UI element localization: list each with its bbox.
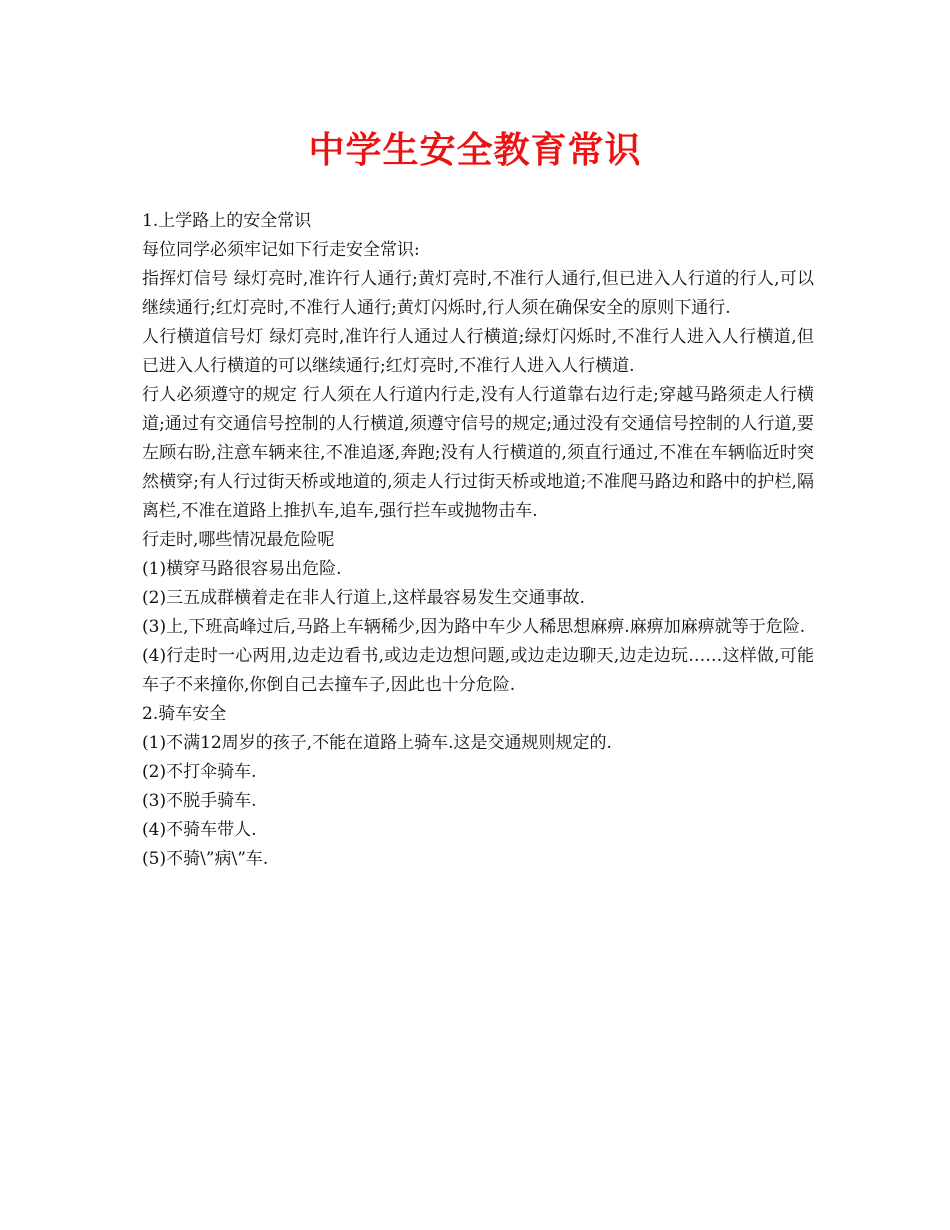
section-heading-cycling-safety: 2.骑车安全 <box>142 704 227 724</box>
document-title: 中学生安全教育常识 <box>308 129 642 171</box>
list-item-cycling-1: (1)不满12周岁的孩子,不能在道路上骑车.这是交通规则规定的. <box>142 733 612 753</box>
list-item-danger-3: (3)上,下班高峰过后,马路上车辆稀少,因为路中车少人稀思想麻痹.麻痹加麻痹就等于危险. <box>142 617 806 637</box>
document-body <box>142 207 814 874</box>
paragraph-traffic-signal: 指挥灯信号 绿灯亮时,准许行人通行;黄灯亮时,不准行人通行,但已进入人行道的行人,可以继续通行;红灯亮时,不准行人通行;黄灯闪烁时,行人须在确保安全的原则下通行. <box>142 269 814 318</box>
paragraph-intro: 每位同学必须牢记如下行走安全常识: <box>142 240 420 260</box>
list-item-cycling-2: (2)不打伞骑车. <box>142 762 257 782</box>
paragraph-pedestrian-rules: 行人必须遵守的规定 行人须在人行道内行走,没有人行道靠右边行走;穿越马路须走人行横道;通过有交通信号控制的人行横道,须遵守信号的规定;通过没有交通信号控制的人行道,要左顾右盼,注意车辆来往,不准追逐,奔跑;没有人行横道的,须直行通过,不准在车辆临近时突然横穿;有人行过街天桥或地道的,须走人行过街天桥或地道;不准爬马路边和路中的护栏,隔离栏,不准在道路上推扒车,追车,强行拦车或抛物击车. <box>142 385 814 521</box>
paragraph-danger-question: 行走时,哪些情况最危险呢 <box>142 530 335 550</box>
list-item-danger-1: (1)横穿马路很容易出危险. <box>142 559 342 579</box>
list-item-danger-4: (4)行走时一心两用,边走边看书,或边走边想问题,或边走边聊天,边走边玩……这样做,可能车子不来撞你,你倒自己去撞车子,因此也十分危险. <box>142 646 814 695</box>
list-item-danger-2: (2)三五成群横着走在非人行道上,这样最容易发生交通事故. <box>142 588 585 608</box>
list-item-cycling-3: (3)不脱手骑车. <box>142 791 257 811</box>
list-item-cycling-4: (4)不骑车带人. <box>142 820 257 840</box>
list-item-cycling-5: (5)不骑\”病\”车. <box>142 849 269 869</box>
section-heading-walking-safety: 1.上学路上的安全常识 <box>142 211 312 231</box>
paragraph-crosswalk-signal: 人行横道信号灯 绿灯亮时,准许行人通过人行横道;绿灯闪烁时,不准行人进入人行横道,但已进入人行横道的可以继续通行;红灯亮时,不准行人进入人行横道. <box>142 327 814 376</box>
